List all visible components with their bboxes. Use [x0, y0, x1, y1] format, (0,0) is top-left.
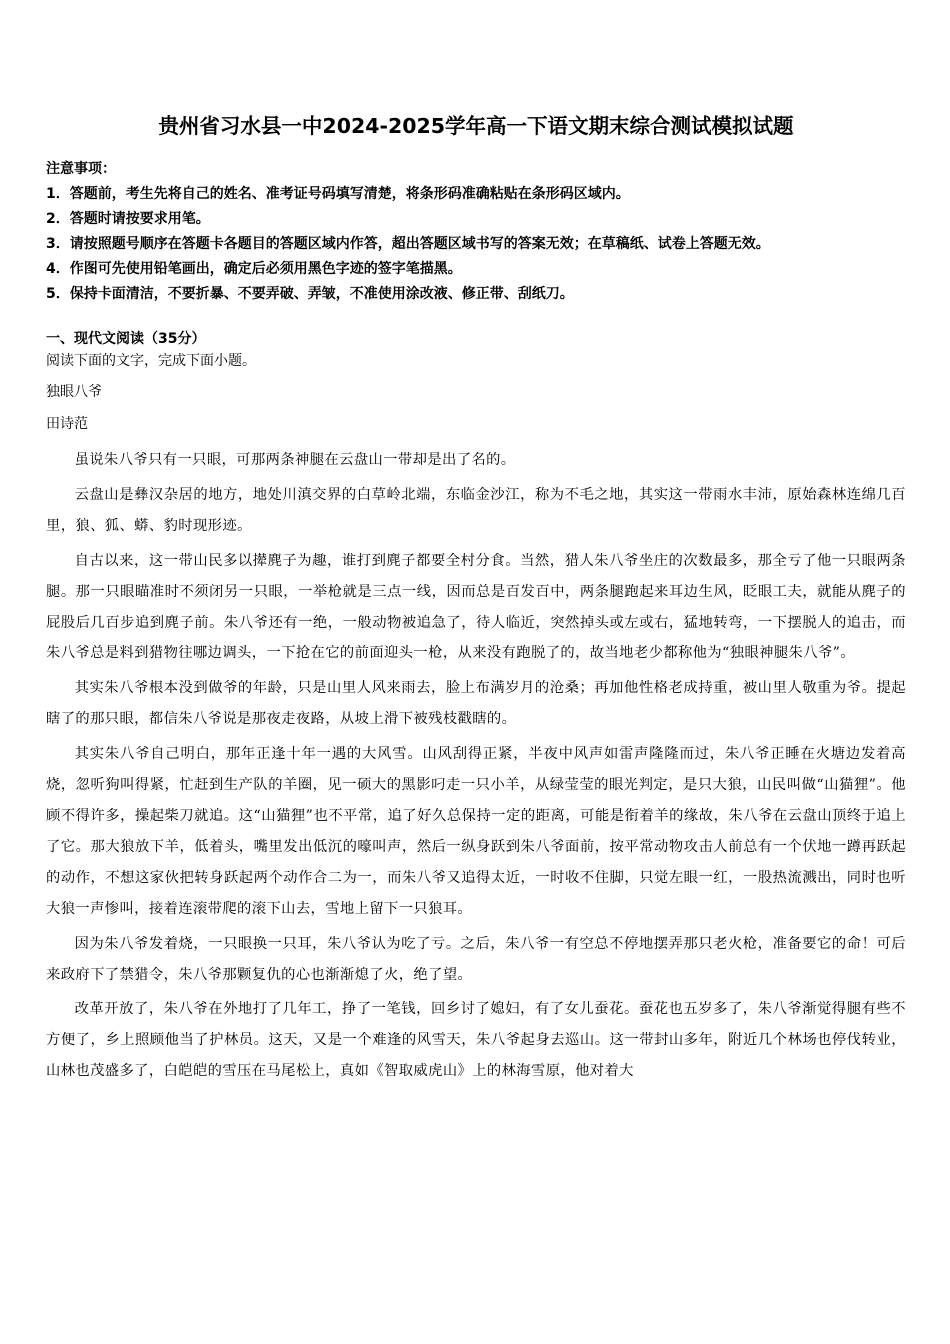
- article-paragraph: 因为朱八爷发着烧，一只眼换一只耳，朱八爷认为吃了亏。之后，朱八爷一有空总不停地摆弄那只老火枪，准备要它的命！可后来政府下了禁猎令，朱八爷那颗复仇的心也渐渐熄了火，绝了望。: [46, 935, 906, 983]
- section-heading: 一、现代文阅读（35分）: [46, 331, 206, 347]
- article-paragraph: 云盘山是彝汉杂居的地方，地处川滇交界的白草岭北端，东临金沙江，称为不毛之地，其实这一带雨水丰沛，原始森林连绵几百里，狼、狐、蟒、豹时现形迹。: [46, 486, 906, 534]
- article-paragraph: 自古以来，这一带山民多以撵麂子为趣，谁打到麂子都要全村分食。当然，猎人朱八爷坐庄的次数最多，那全亏了他一只眼两条腿。那一只眼瞄准时不须闭另一只眼，一举枪就是三点一线，因而总是百发百中，两条腿跑起来耳边生风，眨眼工夫，就能从麂子的屁股后几百步追到麂子前。朱八爷还有一绝，一般动物被追急了，待人临近，突然掉头或左或右，猛地转弯，一下摆脱人的追击，而朱八爷总是料到猎物往哪边调头，一下抢在它的前面迎头一枪，从来没有跑脱了的，故当地老少都称他为“独眼神腿朱八爷”。: [46, 552, 906, 662]
- notice-item: 2．答题时请按要求用笔。: [46, 211, 210, 227]
- notice-heading: 注意事项：: [46, 161, 116, 177]
- notice-item: 3．请按照题号顺序在答题卡各题目的答题区域内作答，超出答题区域书写的答案无效；在草稿纸、试卷上答题无效。: [46, 236, 770, 252]
- article-paragraph: 虽说朱八爷只有一只眼，可那两条神腿在云盘山一带却是出了名的。: [74, 452, 516, 468]
- article-paragraph: 其实朱八爷根本没到做爷的年龄，只是山里人风来雨去，脸上布满岁月的沧桑；再加他性格老成持重，被山里人敬重为爷。提起瞎了的那只眼，都信朱八爷说是那夜走夜路，从坡上滑下被残枝戳瞎的。: [46, 680, 906, 728]
- article-paragraph: 其实朱八爷自己明白，那年正逢十年一遇的大风雪。山风刮得正紧，半夜中风声如雷声隆隆而过，朱八爷正睡在火塘边发着高烧，忽听狗叫得紧，忙赶到生产队的羊圈，见一硕大的黑影叼走一只小羊，从绿莹莹的眼光判定，是只大狼，山民叫做“山猫狸”。他顾不得许多，操起柴刀就追。这“山猫狸”也不平常，追了好久总保持一定的距离，可能是衔着羊的缘故，朱八爷在云盘山顶终于追上了它。那大狼放下羊，低着头，嘴里发出低沉的嚎叫声，然后一纵身跃到朱八爷面前，按平常动物攻击人前总有一个伏地一蹲再跃起的动作，不想这家伙把转身跃起两个动作合二为一，而朱八爷又追得太近，一时收不住脚，只觉左眼一红，一股热流溅出，同时也听大狼一声惨叫，接着连滚带爬的滚下山去，雪地上留下一只狼耳。: [46, 746, 906, 917]
- notice-item: 5．保持卡面清洁，不要折暴、不要弄破、弄皱，不准使用涂改液、修正带、刮纸刀。: [46, 286, 574, 302]
- notice-item: 1．答题前，考生先将自己的姓名、准考证号码填写清楚，将条形码准确粘贴在条形码区域内。: [46, 186, 630, 202]
- notice-item: 4．作图可先使用铅笔画出，确定后必须用黑色字迹的签字笔描黑。: [46, 261, 462, 277]
- document-title: 贵州省习水县一中2024-2025学年高一下语文期末综合测试模拟试题: [158, 114, 794, 138]
- article-body: [46, 445, 906, 1087]
- article-title: 独眼八爷: [46, 384, 102, 400]
- notice-block: [46, 157, 906, 307]
- article-author: 田诗范: [46, 416, 88, 432]
- article-paragraph: 改革开放了，朱八爷在外地打了几年工，挣了一笔钱，回乡讨了媳妇，有了女儿蚕花。蚕花也五岁多了，朱八爷渐觉得腿有些不方便了，乡上照顾他当了护林员。这天，又是一个难逢的风雪天，朱八爷起身去巡山。这一带封山多年，附近几个林场也停伐转业，山林也茂盛多了，白皑皑的雪压在马尾松上，真如《智取威虎山》上的林海雪原，他对着大: [46, 1001, 906, 1080]
- section-instruction: 阅读下面的文字，完成下面小题。: [46, 353, 256, 369]
